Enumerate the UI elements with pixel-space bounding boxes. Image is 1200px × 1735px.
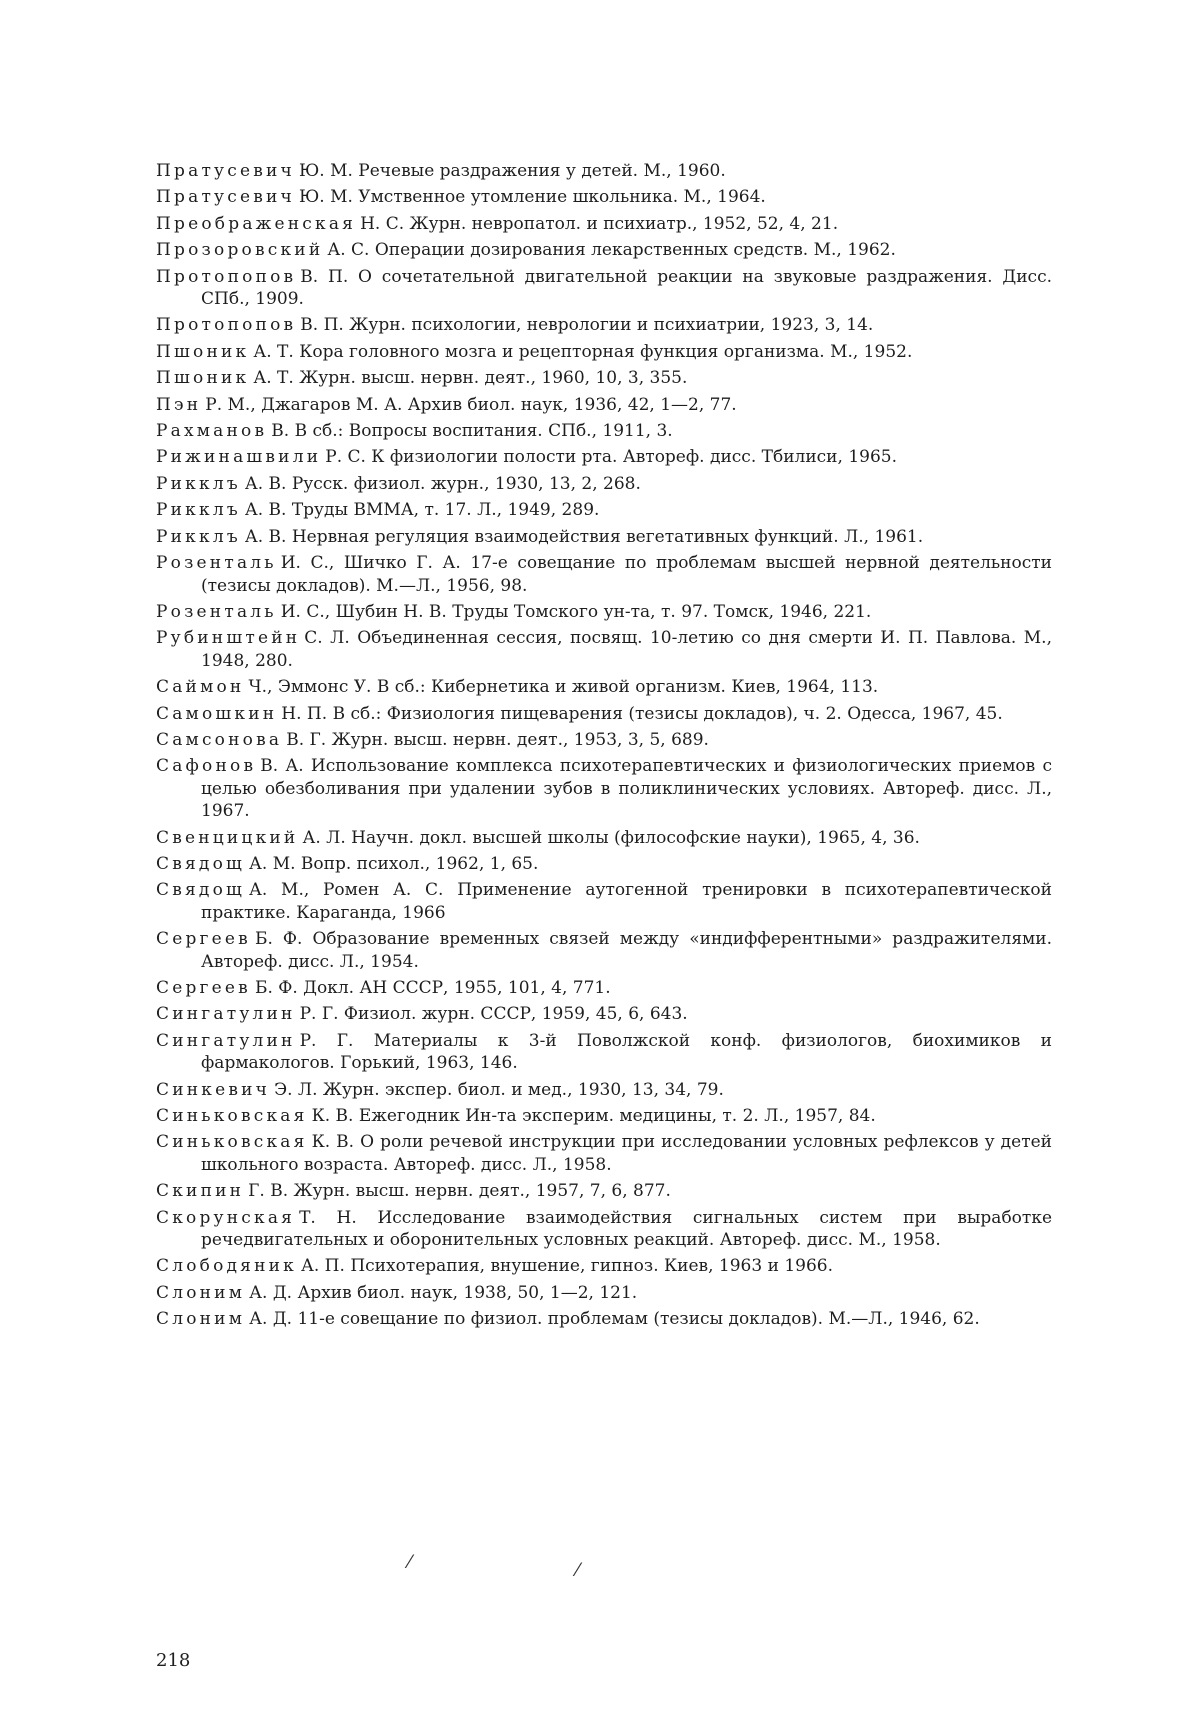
reference-text: Б. Ф. Образование временных связей между «индифферентными» раздражителями. Автореф. дисс. Л., 1954. [201, 929, 1052, 972]
reference-entry [156, 526, 1052, 548]
reference-entry [156, 676, 1052, 698]
reference-author: Пшоник [156, 368, 250, 389]
reference-author: Рикклъ [156, 500, 241, 521]
reference-author: Розенталь [156, 553, 277, 574]
reference-entry [156, 928, 1052, 973]
reference-text: Н. С. Журн. невропатол. и психиатр., 1952, 52, 4, 21. [360, 213, 839, 234]
reference-author: Преображенская [156, 213, 357, 234]
reference-author: Пратусевич [156, 187, 295, 208]
reference-author: Протопопов [156, 266, 297, 287]
reference-entry [156, 1282, 1052, 1304]
reference-entry [156, 314, 1052, 336]
reference-author: Синьковская [156, 1132, 308, 1153]
reference-text: Р. Г. Материалы к 3-й Поволжской конф. физиологов, биохимиков и фармакологов. Горький, 1963, 146. [201, 1030, 1052, 1074]
reference-author: Сингатулин [156, 1030, 296, 1051]
reference-entry [156, 341, 1052, 363]
reference-text: В. П. О сочетательной двигательной реакции на звуковые раздражения. Дисс. СПб., 1909. [201, 266, 1052, 310]
reference-text: А. Т. Журн. высш. нервн. деят., 1960, 10, 3, 355. [253, 368, 688, 389]
bibliography-list [156, 160, 1052, 1335]
reference-author: Скорунская [156, 1207, 296, 1228]
reference-entry [156, 1030, 1052, 1075]
reference-text: В. Г. Журн. высш. нервн. деят., 1953, 3, 5, 689. [286, 729, 709, 750]
reference-author: Синкевич [156, 1079, 271, 1100]
reference-text: А. С. Операции дозирования лекарственных средств. М., 1962. [327, 240, 896, 261]
reference-author: Рикклъ [156, 526, 241, 547]
reference-text: И. С., Шубин Н. В. Труды Томского ун-та, т. 97. Томск, 1946, 221. [280, 601, 872, 622]
reference-entry [156, 1131, 1052, 1176]
reference-author: Скипин [156, 1181, 245, 1202]
reference-entry [156, 473, 1052, 495]
reference-author: Саймон [156, 677, 245, 698]
reference-text: Р. С. К физиологии полости рта. Автореф. дисс. Тбилиси, 1965. [325, 447, 897, 468]
reference-entry [156, 499, 1052, 521]
reference-text: И. С., Шичко Г. А. 17-е совещание по проблемам высшей нервной деятельности (тезисы докладов). М.—Л., 1956, 98. [201, 553, 1052, 596]
reference-entry [156, 1003, 1052, 1025]
reference-text: К. В. О роли речевой инструкции при исследовании условных рефлексов у детей школьного возраста. Автореф. дисс. Л., 1958. [201, 1132, 1052, 1175]
reference-entry [156, 755, 1052, 822]
reference-entry [156, 420, 1052, 442]
reference-text: А. В. Нервная регуляция взаимодействия вегетативных функций. Л., 1961. [244, 526, 924, 547]
reference-text: В. В сб.: Вопросы воспитания. СПб., 1911, 3. [271, 421, 673, 442]
reference-entry [156, 186, 1052, 208]
reference-entry [156, 1255, 1052, 1277]
reference-text: А. В. Русск. физиол. журн., 1930, 13, 2, 268. [244, 473, 641, 494]
reference-text: В. А. Использование комплекса психотерапевтических и физиологических приемов с целью обезболивания при удалении зубов в поликлинических условиях. Автореф. дисс. Л., 1967. [201, 756, 1052, 822]
reference-entry [156, 729, 1052, 751]
scan-artifact-mark: ⁄ [576, 1560, 580, 1581]
reference-text: А. М., Ромен А. С. Применение аутогенной тренировки в психотерапевтической практике. Караганда, 1966 [201, 880, 1052, 923]
reference-entry [156, 627, 1052, 672]
reference-entry [156, 703, 1052, 725]
reference-author: Рикклъ [156, 473, 241, 494]
reference-author: Пшоник [156, 341, 250, 362]
reference-entry [156, 1180, 1052, 1202]
reference-text: А. Д. Архив биол. наук, 1938, 50, 1—2, 121. [249, 1282, 638, 1303]
reference-text: Н. П. В сб.: Физиология пищеварения (тезисы докладов), ч. 2. Одесса, 1967, 45. [281, 703, 1003, 724]
reference-author: Слоним [156, 1282, 246, 1303]
reference-text: А. Л. Научн. докл. высшей школы (философские науки), 1965, 4, 36. [302, 827, 920, 848]
reference-entry [156, 552, 1052, 597]
reference-author: Сергеев [156, 978, 251, 998]
reference-author: Сергеев [156, 929, 251, 950]
reference-entry [156, 1079, 1052, 1101]
reference-entry [156, 879, 1052, 924]
reference-text: Э. Л. Журн. экспер. биол. и мед., 1930, 13, 34, 79. [274, 1079, 724, 1100]
reference-entry [156, 394, 1052, 416]
reference-text: А. Д. 11-е совещание по физиол. проблемам (тезисы докладов). М.—Л., 1946, 62. [249, 1309, 980, 1330]
reference-author: Рижинашвили [156, 447, 322, 468]
reference-author: Розенталь [156, 601, 277, 622]
reference-entry [156, 977, 1052, 999]
reference-entry [156, 239, 1052, 261]
reference-author: Свядощ [156, 853, 246, 874]
reference-text: Ч., Эммонс У. В сб.: Кибернетика и живой организм. Киев, 1964, 113. [248, 677, 879, 698]
reference-entry [156, 601, 1052, 623]
reference-text: Г. В. Журн. высш. нервн. деят., 1957, 7, 6, 877. [248, 1181, 671, 1202]
page-number: 218 [156, 1650, 191, 1671]
reference-text: В. П. Журн. психологии, неврологии и психиатрии, 1923, 3, 14. [300, 315, 874, 336]
reference-author: Свядощ [156, 880, 246, 901]
reference-author: Самсонова [156, 729, 283, 750]
reference-text: Б. Ф. Докл. АН СССР, 1955, 101, 4, 771. [254, 978, 611, 998]
reference-entry [156, 446, 1052, 468]
reference-author: Сафонов [156, 756, 257, 777]
reference-text: А. В. Труды ВММА, т. 17. Л., 1949, 289. [244, 500, 600, 521]
reference-entry [156, 213, 1052, 235]
reference-text: Ю. М. Умственное утомление школьника. М., 1964. [298, 187, 766, 208]
reference-entry [156, 827, 1052, 849]
reference-author: Рубинштейн [156, 628, 301, 649]
reference-text: А. П. Психотерапия, внушение, гипноз. Киев, 1963 и 1966. [301, 1256, 833, 1277]
reference-text: Р. Г. Физиол. журн. СССР, 1959, 45, 6, 643. [299, 1004, 688, 1025]
reference-author: Сингатулин [156, 1004, 296, 1025]
reference-entry [156, 266, 1052, 311]
reference-entry [156, 1308, 1052, 1330]
reference-text: Т. Н. Исследование взаимодействия сигнальных систем при выработке речедвигательных и оборонительных условных реакций. Автореф. дисс. М., 1958. [201, 1207, 1052, 1251]
reference-author: Слободяник [156, 1256, 297, 1277]
reference-author: Прозоровский [156, 240, 324, 261]
scan-artifact-mark: ⁄ [408, 1552, 412, 1573]
reference-entry [156, 1207, 1052, 1252]
reference-author: Пратусевич [156, 161, 295, 181]
reference-text: Р. М., Джагаров М. А. Архив биол. наук, 1936, 42, 1—2, 77. [205, 394, 737, 415]
reference-author: Свенцицкий [156, 827, 299, 848]
reference-text: Ю. М. Речевые раздражения у детей. М., 1960. [298, 161, 726, 181]
reference-author: Рахманов [156, 421, 268, 442]
reference-author: Самошкин [156, 703, 278, 724]
reference-text: С. Л. Объединенная сессия, посвящ. 10-летию со дня смерти И. П. Павлова. М., 1948, 280. [201, 628, 1052, 671]
reference-entry [156, 853, 1052, 875]
reference-entry [156, 367, 1052, 389]
reference-author: Синьковская [156, 1106, 308, 1127]
reference-entry [156, 1105, 1052, 1127]
reference-author: Слоним [156, 1309, 246, 1330]
reference-text: А. М. Вопр. психол., 1962, 1, 65. [249, 853, 539, 874]
reference-author: Пэн [156, 394, 202, 415]
reference-author: Протопопов [156, 315, 297, 336]
reference-text: К. В. Ежегодник Ин-та эксперим. медицины, т. 2. Л., 1957, 84. [311, 1106, 876, 1127]
reference-entry [156, 160, 1052, 182]
reference-text: А. Т. Кора головного мозга и рецепторная функция организма. М., 1952. [253, 341, 913, 362]
